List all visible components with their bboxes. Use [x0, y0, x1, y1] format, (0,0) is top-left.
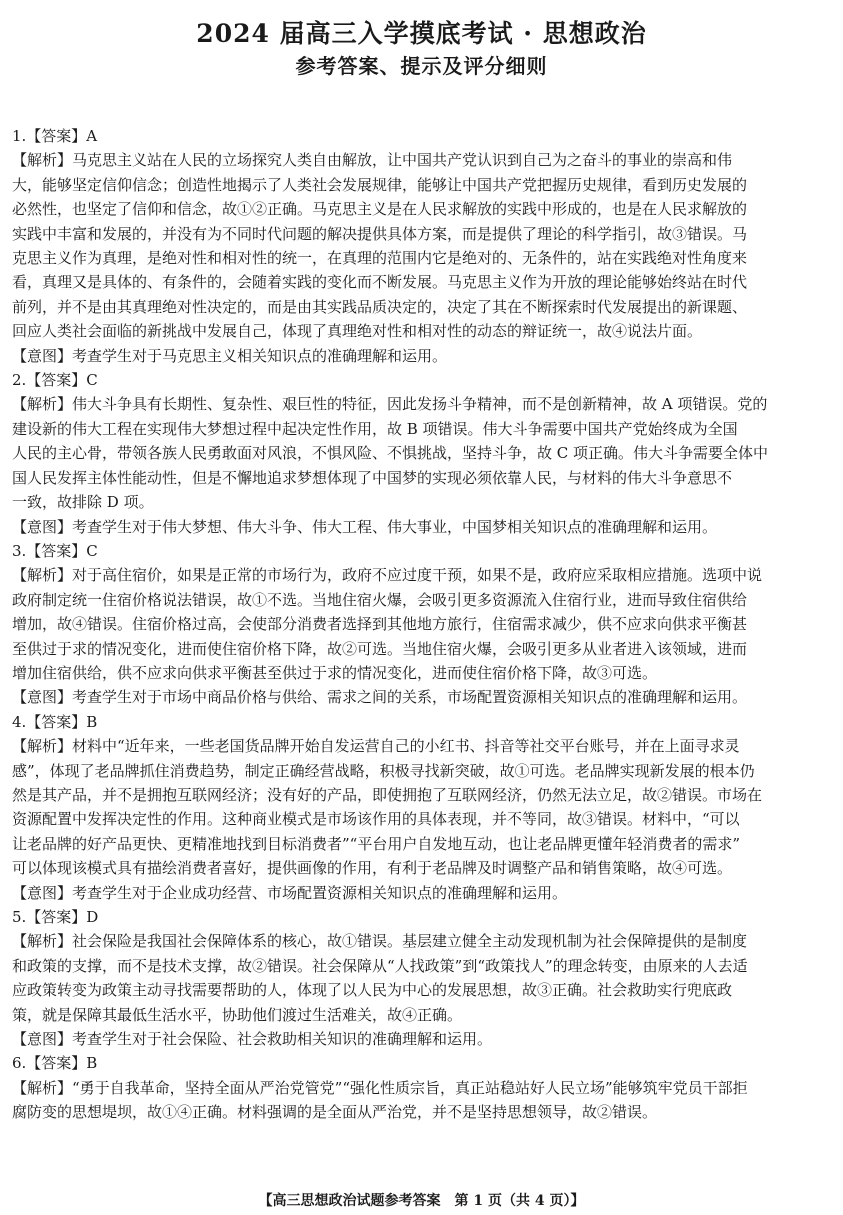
- text-line: 克思主义作为真理，是绝对性和相对性的统一，在真理的范围内它是绝对的、无条件的，站在实践绝对性角度来: [12, 249, 748, 268]
- text-line: 6.【答案】B: [12, 1054, 98, 1073]
- text-line: 人民的主心骨，带领各族人民勇敢面对风浪，不惧风险、不惧挑战，坚持斗争，故 C 项正确。伟大斗争需要全体中: [12, 444, 769, 463]
- text-line: 政府制定统一住宿价格说法错误，故①不选。当地住宿火爆，会吸引更多资源流入住宿行业，进而导致住宿供给: [12, 590, 748, 609]
- text-line: 1.【答案】A: [12, 127, 98, 145]
- text-line: 【意图】考查学生对于企业成功经营、市场配置资源相关知识点的准确理解和运用。: [12, 883, 568, 902]
- text-line: 【解析】马克思主义站在人民的立场探究人类自由解放，让中国共产党认识到自己为之奋斗的事业的崇高和伟: [12, 151, 733, 170]
- text-line: 应政策转变为政策主动寻找需要帮助的人，体现了以人民为中心的发展思想，故③正确。社会救助实行兜底政: [12, 981, 733, 1000]
- document-title: 2024 届高三入学摸底考试 · 思想政治: [196, 19, 647, 48]
- text-line: 大，能够坚定信仰信念；创造性地揭示了人类社会发展规律，能够让中国共产党把握历史规律，看到历史发展的: [12, 175, 748, 194]
- text-line: 【解析】伟大斗争具有长期性、复杂性、艰巨性的特征，因此发扬斗争精神，而不是创新精神，故 A 项错误。党的: [12, 395, 768, 414]
- text-line: 【意图】考查学生对于伟大梦想、伟大斗争、伟大工程、伟大事业，中国梦相关知识点的准确理解和运用。: [12, 517, 718, 536]
- text-line: 前列，并不是由其真理绝对性决定的，而是由其实践品质决定的，决定了其在不断探索时代发展提出的新课题、: [12, 297, 748, 316]
- text-line: 4.【答案】B: [12, 712, 98, 731]
- text-line: 实践中丰富和发展的，并没有为不同时代问题的解决提供具体方案，而是提供了理论的科学指引，故③错误。马: [12, 224, 748, 243]
- text-line: 建设新的伟大工程在实现伟大梦想过程中起决定性作用，故 B 项错误。伟大斗争需要中国共产党始终成为全国: [12, 419, 738, 438]
- text-line: 2.【答案】C: [12, 371, 98, 390]
- text-line: 必然性，也坚定了信仰和信念，故①②正确。马克思主义是在人民求解放的实践中形成的，也是在人民求解放的: [12, 200, 748, 219]
- text-line: 国人民发挥主体性能动性，但是不懈地追求梦想体现了中国梦的实现必须依靠人民，与材料的伟大斗争意思不: [12, 468, 733, 487]
- text-line: 【解析】材料中“近年来，一些老国货品牌开始自发运营自己的小红书、抖音等社交平台账号，并在上面寻求灵: [12, 737, 740, 756]
- text-line: 腐防变的思想堤坝，故①④正确。材料强调的是全面从严治党，并不是坚持思想领导，故②错误。: [12, 1103, 658, 1122]
- text-line: 可以体现该模式具有描绘消费者喜好，提供画像的作用，有利于老品牌及时调整产品和销售策略，故④可选。: [12, 859, 733, 878]
- text-line: 【意图】考查学生对于马克思主义相关知识点的准确理解和运用。: [12, 346, 448, 365]
- text-line: 【解析】社会保险是我国社会保障体系的核心，故①错误。基层建立健全主动发现机制为社会保障提供的是制度: [12, 932, 748, 951]
- text-line: 【解析】对于高住宿价，如果是正常的市场行为，政府不应过度干预，如果不是，政府应采取相应措施。选项中说: [12, 566, 763, 585]
- text-line: 增加住宿供给，供不应求向供求平衡甚至供过于求的情况变化，进而使住宿价格下降，故③可选。: [12, 663, 658, 682]
- answer-content: [12, 124, 834, 1125]
- text-line: 让老品牌的好产品更快、更精准地找到目标消费者”“平台用户自发地互动，也让老品牌更懂年轻消费者的需求”: [12, 834, 741, 853]
- text-line: 策，就是保障其最低生活水平，协助他们渡过生活难关，故④正确。: [12, 1005, 463, 1024]
- text-line: 和政策的支撑，而不是技术支撑，故②错误。社会保障从“人找政策”到“政策找人”的理念转变，由原来的人去适: [12, 956, 748, 975]
- text-line: 看，真理又是具体的、有条件的，会随着实践的变化而不断发展。马克思主义作为开放的理论能够始终站在时代: [12, 273, 748, 292]
- text-line: 一致，故排除 D 项。: [12, 493, 154, 512]
- text-line: 至供过于求的情况变化，进而使住宿价格下降，故②可选。当地住宿火爆，会吸引更多从业者进入该领域，进而: [12, 639, 748, 658]
- text-line: 然是其产品，并不是拥抱互联网经济；没有好的产品，即使拥抱了互联网经济，仍然无法立足，故②错误。市场在: [12, 785, 763, 804]
- text-line: 感”，体现了老品牌抓住消费趋势，制定正确经营战略，积极寻找新突破，故①可选。老品牌实现新发展的根本仍: [12, 761, 755, 780]
- text-line: 增加，故④错误。住宿价格过高，会使部分消费者选择到其他地方旅行，住宿需求减少，供不应求向供求平衡甚: [12, 615, 748, 634]
- text-line: 【意图】考查学生对于社会保险、社会救助相关知识的准确理解和运用。: [12, 1030, 493, 1049]
- document-subtitle: 参考答案、提示及评分细则: [295, 54, 548, 78]
- text-line: 回应人类社会面临的新挑战中发展自己，体现了真理绝对性和相对性的动态的辩证统一，故④说法片面。: [12, 322, 703, 341]
- text-line: 3.【答案】C: [12, 541, 98, 560]
- text-line: 【解析】“勇于自我革命，坚持全面从严治党管党”“强化性质宗旨，真正站稳站好人民立场”能够筑牢党员干部拒: [12, 1078, 748, 1097]
- text-line: 【意图】考查学生对于市场中商品价格与供给、需求之间的关系，市场配置资源相关知识点的准确理解和运用。: [12, 688, 748, 707]
- text-line: 5.【答案】D: [12, 908, 99, 926]
- page-footer: 【高三思想政治试题参考答案 第 1 页（共 4 页）】: [258, 1193, 585, 1209]
- text-line: 资源配置中发挥决定性的作用。这种商业模式是市场该作用的具体表现，并不等同，故③错误。材料中，“可以: [12, 810, 740, 829]
